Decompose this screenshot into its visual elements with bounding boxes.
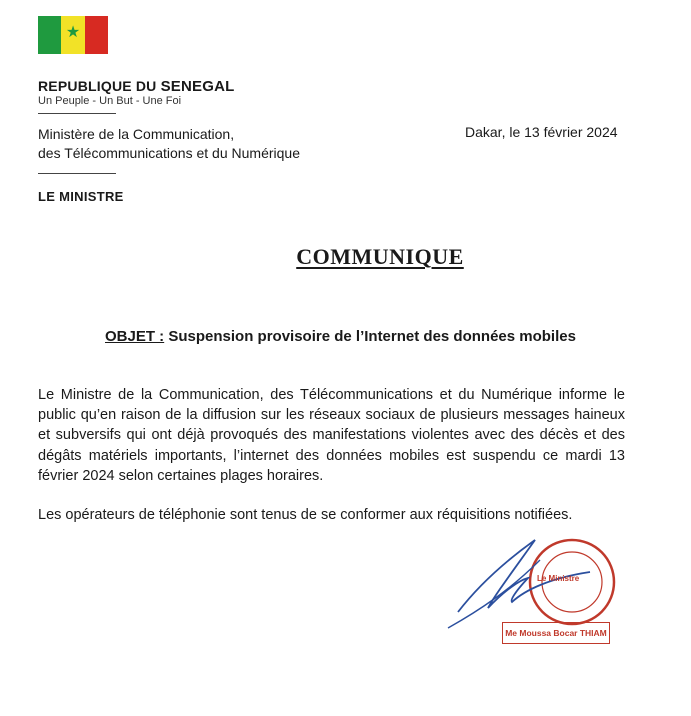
body-paragraph-2: Les opérateurs de téléphonie sont tenus de se conformer aux réquisitions notifiées.: [38, 507, 573, 523]
signature-stroke: [448, 560, 540, 628]
flag-red-band: [85, 16, 108, 54]
minister-heading: LE MINISTRE: [38, 189, 124, 204]
page-title: COMMUNIQUE: [296, 244, 464, 269]
divider: [38, 173, 116, 174]
subject-line: OBJET : Suspension provisoire de l’Internet des données mobiles: [105, 328, 576, 345]
flag-yellow-band: [61, 16, 84, 54]
stamp-label: Le Ministre: [537, 574, 580, 583]
country-name: REPUBLIQUE DU SENEGAL: [38, 78, 235, 95]
signatory-name: Me Moussa Bocar THIAM: [502, 622, 610, 644]
divider: [38, 113, 116, 114]
national-motto: Un Peuple - Un But - Une Foi: [38, 95, 182, 107]
flag-green-band: [38, 16, 61, 54]
star-icon: ★: [65, 24, 81, 41]
ministry-name: Ministère de la Communication, des Télécommunications et du Numérique: [38, 126, 300, 161]
document-date: Dakar, le 13 février 2024: [465, 124, 618, 140]
senegal-flag: [38, 16, 108, 54]
body-paragraph-1: Le Ministre de la Communication, des Télécommunications et du Numérique informe le public qu’en raison de la diffusion sur les réseaux sociaux de plusieurs messages haineux et subversifs qui ont déjà provoqués des manifestations violentes avec des décès et des dégâts matériels importants, l’internet des données mobiles est suspendu ce mardi 13 février 2024 selon certaines plages horaires.: [38, 387, 625, 484]
